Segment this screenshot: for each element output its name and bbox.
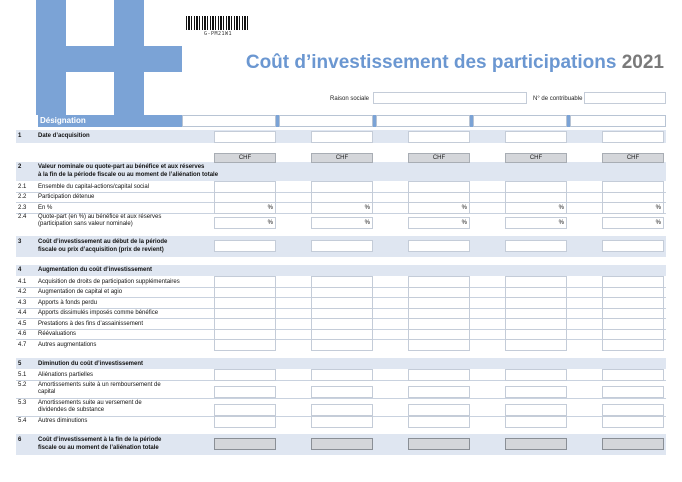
row-label: Autres diminutions: [38, 418, 88, 424]
raison-sociale-input[interactable]: [373, 92, 527, 104]
alienations-partielles-field[interactable]: [214, 369, 276, 381]
row-number: 4.2: [18, 289, 27, 295]
currency-chf: CHF: [408, 153, 470, 163]
autres-augmentations-field[interactable]: [214, 339, 276, 351]
row-label: Participation détenue: [38, 194, 95, 200]
cout-debut-field[interactable]: [602, 240, 664, 252]
autres-augmentations-field[interactable]: [408, 339, 470, 351]
autres-augmentations-field[interactable]: [602, 339, 664, 351]
row-number: 5.4: [18, 418, 27, 424]
cout-debut-field[interactable]: [505, 240, 567, 252]
row-number: 1: [18, 133, 22, 139]
row-label: Prestations à des fins d’assainissement: [38, 321, 144, 327]
amort-remboursement-field[interactable]: [505, 386, 567, 398]
row-label: En %: [38, 205, 53, 211]
designation-input[interactable]: [473, 115, 567, 127]
percent-field[interactable]: %: [505, 202, 567, 214]
row-number: 4: [18, 267, 22, 273]
row-label: Amortissements suite au versement de: [38, 400, 142, 406]
row-label: Diminution du coût d’investissement: [38, 361, 144, 367]
row-number: 2.4: [18, 214, 27, 220]
row-number: 6: [18, 437, 22, 443]
row-number: 5: [18, 361, 22, 367]
row-label: Aliénations partielles: [38, 372, 94, 378]
row-number: 2: [18, 164, 22, 170]
row-label: dividendes de substance: [38, 407, 105, 413]
row-number: 5.1: [18, 372, 27, 378]
cout-fin-field[interactable]: [602, 438, 664, 450]
currency-chf: CHF: [505, 153, 567, 163]
autres-diminutions-field[interactable]: [505, 416, 567, 428]
h-logo-crossbar: [36, 46, 182, 72]
date-acquisition-field[interactable]: [602, 131, 664, 143]
row-number: 4.1: [18, 279, 27, 285]
cout-fin-field[interactable]: [408, 438, 470, 450]
quote-part-percent-field[interactable]: %: [408, 217, 470, 229]
row-label: Coût d’investissement au début de la période: [38, 239, 168, 245]
row-label: (participation sans valeur nominale): [38, 221, 133, 227]
designation-input[interactable]: [376, 115, 470, 127]
percent-field[interactable]: %: [311, 202, 373, 214]
alienations-partielles-field[interactable]: [505, 369, 567, 381]
percent-field[interactable]: %: [214, 202, 276, 214]
row-number: 4.7: [18, 342, 27, 348]
designation-input[interactable]: [279, 115, 373, 127]
row-number: 4.6: [18, 331, 27, 337]
date-acquisition-field[interactable]: [311, 131, 373, 143]
cout-fin-field[interactable]: [214, 438, 276, 450]
autres-diminutions-field[interactable]: [408, 416, 470, 428]
row-number: 2.1: [18, 184, 27, 190]
row-label: Ensemble du capital-actions/capital social: [38, 184, 150, 190]
cout-debut-field[interactable]: [214, 240, 276, 252]
barcode: [186, 16, 250, 30]
percent-field[interactable]: %: [408, 202, 470, 214]
row-number: 2.2: [18, 194, 27, 200]
alienations-partielles-field[interactable]: [602, 369, 664, 381]
row-number: 5.3: [18, 400, 27, 406]
row-label: Augmentation de capital et agio: [38, 289, 123, 295]
cout-debut-field[interactable]: [408, 240, 470, 252]
amort-remboursement-field[interactable]: [602, 386, 664, 398]
amort-dividendes-field[interactable]: [408, 404, 470, 416]
row-label: Quote-part (en %) au bénéfice et aux réserves: [38, 214, 162, 220]
row-label: Réévaluations: [38, 331, 77, 337]
row-number: 4.4: [18, 310, 27, 316]
row-label: Augmentation du coût d’investissement: [38, 267, 153, 273]
currency-chf: CHF: [311, 153, 373, 163]
cout-fin-field[interactable]: [505, 438, 567, 450]
amort-remboursement-field[interactable]: [214, 386, 276, 398]
row-label: Valeur nominale ou quote-part au bénéfice et aux réserves: [38, 164, 205, 170]
amort-dividendes-field[interactable]: [214, 404, 276, 416]
row-label: fiscale ou au moment de l’aliénation totale: [38, 445, 159, 451]
percent-field[interactable]: %: [602, 202, 664, 214]
quote-part-percent-field[interactable]: %: [602, 217, 664, 229]
quote-part-percent-field[interactable]: %: [311, 217, 373, 229]
row-number: 2.3: [18, 205, 27, 211]
raison-sociale-label: Raison sociale: [330, 96, 370, 102]
title-year: 2021: [621, 52, 664, 73]
row-label: capital: [38, 389, 56, 395]
designation-label: Désignation: [40, 116, 86, 125]
currency-chf: CHF: [214, 153, 276, 163]
row-label: Amortissements suite à un remboursement de: [38, 382, 161, 388]
amort-remboursement-field[interactable]: [311, 386, 373, 398]
amort-dividendes-field[interactable]: [311, 404, 373, 416]
row-label: Coût d’investissement à la fin de la période: [38, 437, 162, 443]
cout-fin-field[interactable]: [311, 438, 373, 450]
autres-augmentations-field[interactable]: [311, 339, 373, 351]
alienations-partielles-field[interactable]: [408, 369, 470, 381]
designation-input[interactable]: [182, 115, 276, 127]
no-contribuable-label: N° de contribuable: [533, 96, 583, 102]
row-label: Date d’acquisition: [38, 133, 90, 139]
currency-chf: CHF: [602, 153, 664, 163]
row-label: Apports à fonds perdu: [38, 300, 98, 306]
row-number: 5.2: [18, 382, 27, 388]
amort-dividendes-field[interactable]: [505, 404, 567, 416]
autres-augmentations-field[interactable]: [505, 339, 567, 351]
title-main: Coût d’investissement des participations: [245, 52, 617, 73]
row-label: à la fin de la période fiscale ou au moment de l’aliénation totale: [38, 172, 219, 178]
row-number: 3: [18, 239, 22, 245]
autres-diminutions-field[interactable]: [602, 416, 664, 428]
barcode-text: G-PM21W1: [203, 31, 233, 37]
quote-part-percent-field[interactable]: %: [214, 217, 276, 229]
page-title: [246, 52, 664, 74]
date-acquisition-field[interactable]: [408, 131, 470, 143]
row-number: 4.3: [18, 300, 27, 306]
row-number: 4.5: [18, 321, 27, 327]
autres-diminutions-field[interactable]: [214, 416, 276, 428]
alienations-partielles-field[interactable]: [311, 369, 373, 381]
row-divider: [16, 398, 666, 399]
amort-dividendes-field[interactable]: [602, 404, 664, 416]
date-acquisition-field[interactable]: [214, 131, 276, 143]
amort-remboursement-field[interactable]: [408, 386, 470, 398]
cout-debut-field[interactable]: [311, 240, 373, 252]
autres-diminutions-field[interactable]: [311, 416, 373, 428]
designation-input[interactable]: [570, 115, 666, 127]
date-acquisition-field[interactable]: [505, 131, 567, 143]
row-label: fiscale ou prix d’acquisition (prix de revient): [38, 247, 164, 253]
row-label: Apports dissimulés imposés comme bénéfice: [38, 310, 159, 316]
row-label: Acquisition de droits de participation supplémentaires: [38, 279, 180, 285]
quote-part-percent-field[interactable]: %: [505, 217, 567, 229]
row-label: Autres augmentations: [38, 342, 97, 348]
no-contribuable-input[interactable]: [584, 92, 666, 104]
h-logo-right-bar: [114, 0, 144, 115]
